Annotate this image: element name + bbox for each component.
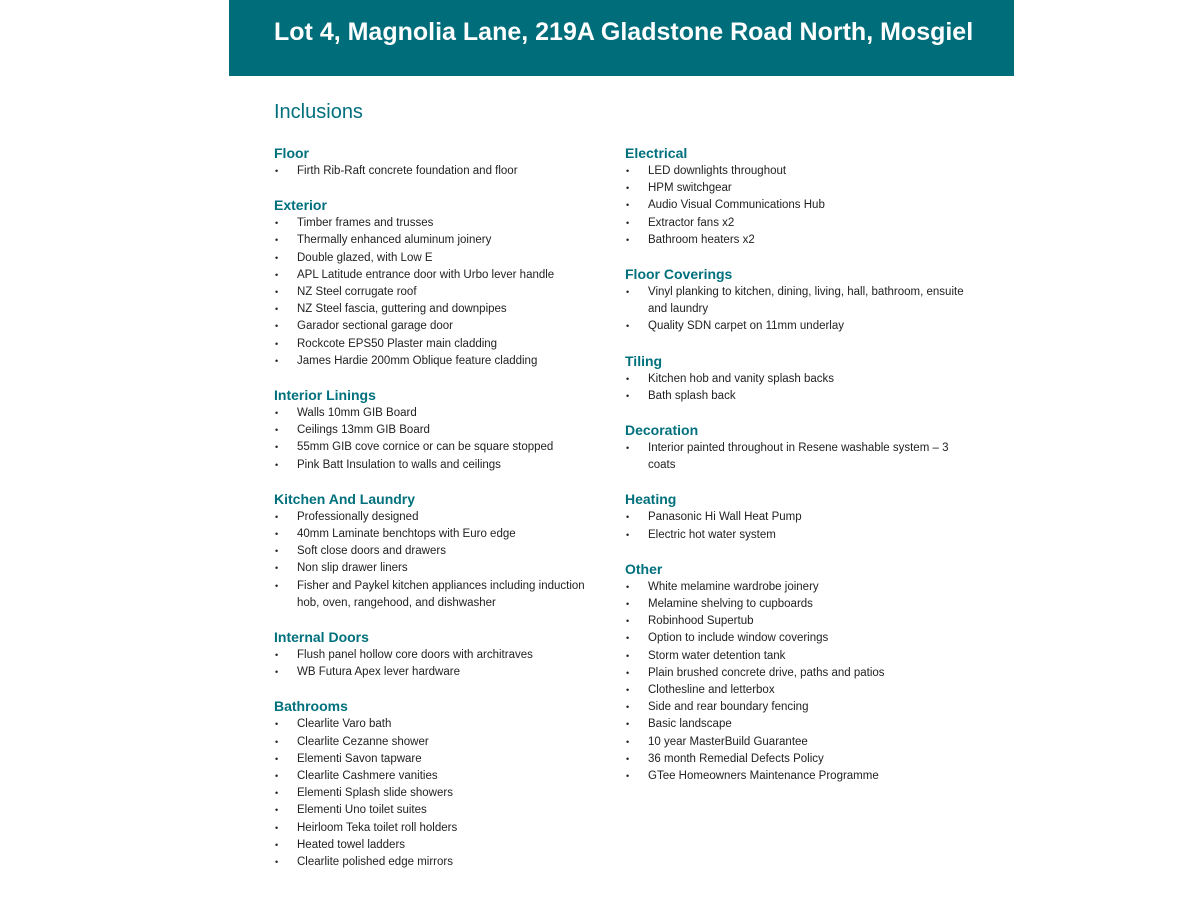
inclusion-list — [274, 405, 604, 474]
list-item: • Walls 10mm GIB Board — [274, 405, 604, 422]
section-kitchen-and-laundry — [274, 489, 604, 612]
header-banner — [229, 0, 1014, 76]
list-item: • WB Futura Apex lever hardware — [274, 664, 604, 681]
section-decoration — [625, 420, 965, 474]
section-bathrooms — [274, 696, 604, 871]
list-item: • NZ Steel fascia, guttering and downpipes — [274, 301, 604, 318]
list-item: • HPM switchgear — [625, 180, 965, 197]
section-exterior — [274, 195, 604, 370]
list-item: • Bath splash back — [625, 388, 965, 405]
section-electrical — [625, 143, 965, 249]
section-title: Electrical — [625, 145, 688, 161]
list-item: • Firth Rib-Raft concrete foundation and floor — [274, 163, 604, 180]
list-item: • Rockcote EPS50 Plaster main cladding — [274, 336, 604, 353]
document-page — [229, 0, 1014, 900]
list-item: • Pink Batt Insulation to walls and ceilings — [274, 457, 604, 474]
inclusion-list — [625, 579, 965, 785]
list-item: • APL Latitude entrance door with Urbo lever handle — [274, 267, 604, 284]
list-item: • 10 year MasterBuild Guarantee — [625, 734, 965, 751]
inclusion-list — [274, 647, 604, 681]
section-heating — [625, 489, 965, 543]
list-item: • James Hardie 200mm Oblique feature cladding — [274, 353, 604, 370]
section-tiling — [625, 351, 965, 405]
section-title: Decoration — [625, 422, 699, 439]
list-item: • 40mm Laminate benchtops with Euro edge — [274, 526, 604, 543]
list-item: • Clearlite Cezanne shower — [274, 734, 604, 751]
page-title: Lot 4, Magnolia Lane, 219A Gladstone Road North, Mosgiel — [274, 18, 974, 46]
list-item: • Bathroom heaters x2 — [625, 232, 965, 249]
list-item: • Storm water detention tank — [625, 648, 965, 665]
section-title: Floor Coverings — [625, 266, 733, 283]
list-item: • Clearlite Varo bath — [274, 716, 604, 733]
list-item: • Side and rear boundary fencing — [625, 699, 965, 716]
list-item: • Interior painted throughout in Resene washable system – 3 coats — [625, 440, 965, 474]
list-item: • Non slip drawer liners — [274, 560, 604, 577]
left-column — [274, 143, 604, 886]
list-item: • Thermally enhanced aluminum joinery — [274, 232, 604, 249]
list-item: • Audio Visual Communications Hub — [625, 197, 965, 214]
list-item: • Fisher and Paykel kitchen appliances including induction hob, oven, rangehood, and dishwasher — [274, 578, 604, 612]
section-title: Exterior — [274, 197, 327, 214]
list-item: • Vinyl planking to kitchen, dining, living, hall, bathroom, ensuite and laundry — [625, 284, 965, 318]
list-item: • Ceilings 13mm GIB Board — [274, 422, 604, 439]
list-item: • GTee Homeowners Maintenance Programme — [625, 768, 965, 785]
list-item: • Heated towel ladders — [274, 837, 604, 854]
list-item: • Extractor fans x2 — [625, 215, 965, 232]
list-item: • Heirloom Teka toilet roll holders — [274, 820, 604, 837]
list-item: • LED downlights throughout — [625, 163, 965, 180]
list-item: • Plain brushed concrete drive, paths and patios — [625, 665, 965, 682]
list-item: • White melamine wardrobe joinery — [625, 579, 965, 596]
list-item: • Clearlite polished edge mirrors — [274, 854, 604, 871]
list-item: • Option to include window coverings — [625, 630, 965, 647]
section-title: Internal Doors — [274, 629, 369, 646]
section-internal-doors — [274, 627, 604, 681]
inclusion-list — [625, 284, 965, 336]
list-item: • Flush panel hollow core doors with architraves — [274, 647, 604, 664]
list-item: • Panasonic Hi Wall Heat Pump — [625, 509, 965, 526]
list-item: • NZ Steel corrugate roof — [274, 284, 604, 301]
list-item: • Timber frames and trusses — [274, 215, 604, 232]
section-title: Bathrooms — [274, 698, 348, 715]
list-item: • Elementi Uno toilet suites — [274, 802, 604, 819]
inclusion-list — [625, 371, 965, 405]
list-item: • Garador sectional garage door — [274, 318, 604, 335]
right-column — [625, 143, 965, 800]
section-floor-coverings — [625, 264, 965, 336]
list-item: • Clothesline and letterbox — [625, 682, 965, 699]
list-item: • Kitchen hob and vanity splash backs — [625, 371, 965, 388]
list-item: • Elementi Splash slide showers — [274, 785, 604, 802]
inclusion-list — [274, 163, 604, 180]
section-title: Heating — [625, 491, 677, 508]
list-item: • Double glazed, with Low E — [274, 250, 604, 267]
list-item: • Robinhood Supertub — [625, 613, 965, 630]
inclusion-list — [274, 215, 604, 370]
inclusions-heading: Inclusions — [274, 101, 363, 123]
section-other — [625, 559, 965, 785]
list-item: • Professionally designed — [274, 509, 604, 526]
inclusion-list — [274, 509, 604, 612]
section-title: Tiling — [625, 352, 663, 369]
inclusion-list — [625, 440, 965, 474]
section-title: Floor — [274, 145, 309, 161]
list-item: • Electric hot water system — [625, 527, 965, 544]
section-floor — [274, 143, 604, 180]
inclusion-list — [625, 163, 965, 249]
section-interior-linings — [274, 385, 604, 474]
list-item: • 36 month Remedial Defects Policy — [625, 751, 965, 768]
inclusion-list — [274, 716, 604, 871]
list-item: • Soft close doors and drawers — [274, 543, 604, 560]
list-item: • Elementi Savon tapware — [274, 751, 604, 768]
list-item: • Melamine shelving to cupboards — [625, 596, 965, 613]
list-item: • Quality SDN carpet on 11mm underlay — [625, 318, 965, 335]
list-item: • Basic landscape — [625, 716, 965, 733]
list-item: • Clearlite Cashmere vanities — [274, 768, 604, 785]
list-item: • 55mm GIB cove cornice or can be square stopped — [274, 439, 604, 456]
inclusion-list — [625, 509, 965, 543]
section-title: Interior Linings — [274, 387, 376, 404]
section-title: Kitchen And Laundry — [274, 490, 416, 507]
section-title: Other — [625, 560, 663, 577]
